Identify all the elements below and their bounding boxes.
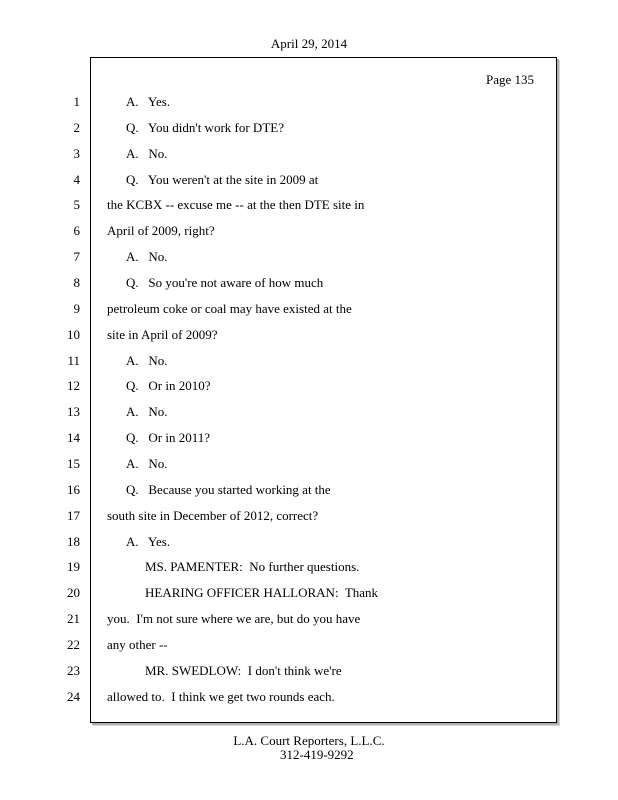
line-number: 7	[73, 249, 80, 265]
transcript-line	[0, 559, 618, 579]
line-text: Q. Or in 2010?	[126, 378, 211, 394]
line-number: 18	[67, 533, 80, 549]
line-number: 23	[67, 662, 80, 678]
line-text: MR. SWEDLOW: I don't think we're	[145, 662, 342, 678]
line-text: A. No.	[126, 145, 168, 161]
transcript-line	[0, 94, 618, 114]
line-number: 12	[67, 378, 80, 394]
line-text: Q. So you're not aware of how much	[126, 275, 324, 290]
line-number: 13	[67, 404, 80, 420]
transcript-line	[0, 301, 618, 321]
transcript-line	[0, 197, 618, 217]
transcript-line	[0, 689, 618, 709]
transcript-line	[0, 637, 618, 657]
line-number: 20	[67, 585, 80, 601]
line-text: HEARING OFFICER HALLORAN: Thank	[145, 585, 379, 601]
transcript-line	[0, 534, 618, 554]
transcript-line	[0, 378, 618, 398]
line-text: petroleum coke or coal may have existed at the	[107, 300, 352, 316]
line-text: Q. Or in 2011?	[126, 430, 211, 446]
transcript-line	[0, 249, 618, 269]
line-text: A. Yes.	[126, 94, 171, 109]
line-number: 3	[73, 145, 80, 161]
line-text: allowed to. I think we get two rounds each.	[107, 688, 335, 704]
transcript-line	[0, 404, 618, 424]
line-text: A. No.	[126, 404, 168, 420]
transcript-line	[0, 223, 618, 243]
line-text: April of 2009, right?	[107, 223, 215, 239]
line-text: MS. PAMENTER: No further questions.	[145, 559, 360, 575]
transcript-line	[0, 172, 618, 192]
line-number: 17	[67, 507, 80, 523]
line-number: 6	[73, 223, 80, 239]
line-number: 1	[73, 94, 80, 109]
line-number: 15	[67, 455, 80, 471]
court-reporter-phone: 312-419-9292	[280, 747, 354, 762]
line-text: the KCBX -- excuse me -- at the then DTE site in	[107, 197, 365, 213]
line-number: 9	[73, 300, 80, 316]
line-text: you. I'm not sure where we are, but do you have	[107, 611, 361, 626]
line-number: 11	[67, 352, 80, 368]
line-number: 5	[73, 197, 80, 213]
line-text: any other --	[107, 636, 168, 652]
line-text: A. Yes.	[126, 533, 171, 549]
court-reporter-name: L.A. Court Reporters, L.L.C.	[233, 733, 385, 748]
line-text: south site in December of 2012, correct?	[107, 507, 319, 523]
transcript-line	[0, 663, 618, 683]
transcript-line	[0, 120, 618, 140]
transcript-line	[0, 146, 618, 166]
transcript-line	[0, 353, 618, 373]
line-number: 14	[67, 430, 80, 446]
transcript-line	[0, 508, 618, 528]
line-number: 2	[73, 119, 80, 135]
page-number: Page 135	[486, 72, 535, 87]
transcript-line	[0, 275, 618, 295]
transcript-line	[0, 585, 618, 605]
transcript-line	[0, 611, 618, 631]
line-number: 21	[67, 611, 80, 626]
line-number: 10	[67, 326, 80, 342]
line-text: Q. You weren't at the site in 2009 at	[126, 171, 319, 187]
line-number: 22	[67, 636, 80, 652]
line-number: 19	[67, 559, 80, 575]
transcript-line	[0, 327, 618, 347]
transcript-line	[0, 430, 618, 450]
line-text: Q. You didn't work for DTE?	[126, 119, 284, 135]
transcript-date: April 29, 2014	[270, 36, 348, 51]
line-number: 16	[67, 481, 80, 497]
line-text: site in April of 2009?	[107, 326, 218, 342]
line-number: 8	[73, 275, 80, 290]
transcript-line	[0, 456, 618, 476]
line-text: Q. Because you started working at the	[126, 481, 331, 497]
line-text: A. No.	[126, 352, 168, 368]
line-text: A. No.	[126, 249, 168, 265]
line-text: A. No.	[126, 455, 168, 471]
line-number: 24	[67, 688, 80, 704]
line-number: 4	[73, 171, 80, 187]
transcript-line	[0, 482, 618, 502]
